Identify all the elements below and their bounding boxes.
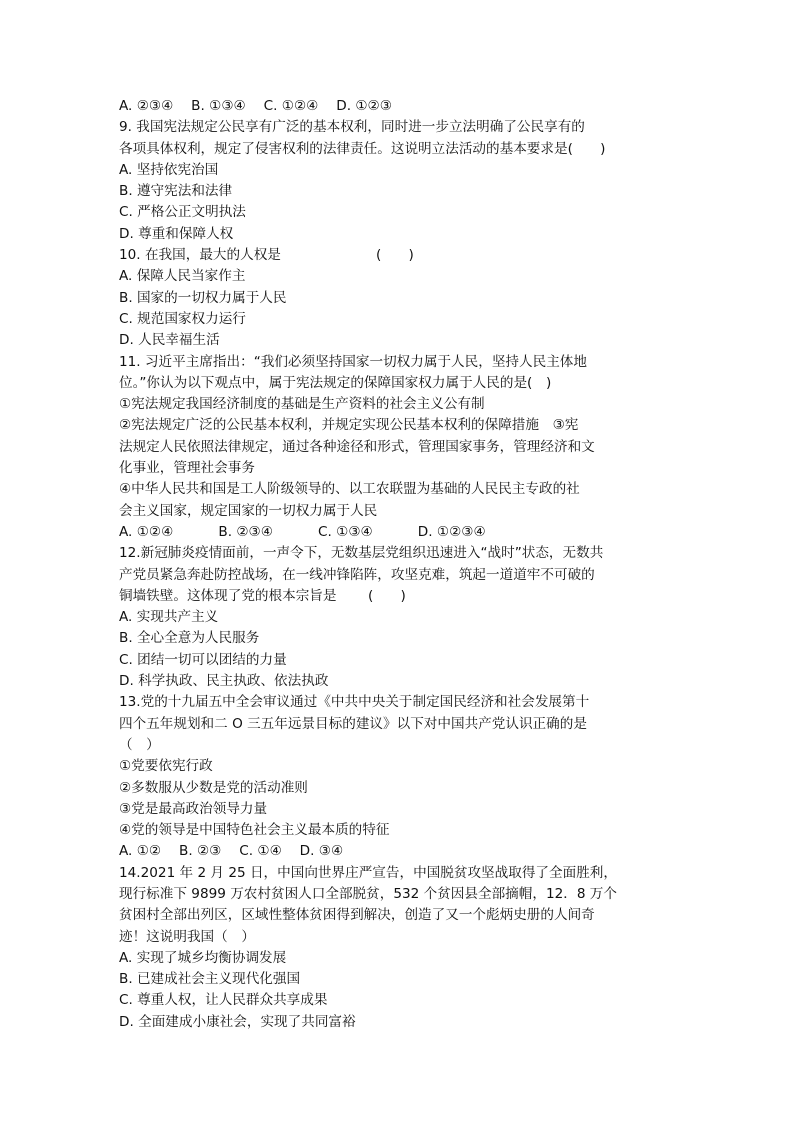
q10-option-b: B. 国家的一切权力属于人民 — [119, 289, 287, 306]
q13-stem-line-1: 13.党的十九届五中全会审议通过《中共中央关于制定国民经济和社会发展第十 — [119, 694, 590, 711]
q13-stem-line-2: 四个五年规划和二 O 三五年远景目标的建议》以下对中国共产党认识正确的是 — [119, 715, 587, 732]
q12-stem-line-2: 产党员紧急奔赴防控战场，在一线冲锋陷阵，攻坚克难，筑起一道道牢不可破的 — [119, 566, 595, 583]
q9-option-c: C. 严格公正文明执法 — [119, 204, 246, 221]
q11-options: A. ①②④ B. ②③④ C. ①③④ D. ①②③④ — [119, 523, 486, 540]
q8-options: A. ②③④ B. ①③④ C. ①②④ D. ①②③ — [119, 98, 392, 114]
q12-option-c: C. 团结一切可以团结的力量 — [119, 651, 287, 668]
q13-statement-3: ③党是最高政治领导力量 — [119, 800, 268, 817]
q9-option-d: D. 尊重和保障人权 — [119, 225, 234, 242]
q13-options: A. ①② B. ②③ C. ①④ D. ③④ — [119, 843, 344, 860]
q10-option-d: D. 人民幸福生活 — [119, 332, 220, 349]
q10-option-a: A. 保障人民当家作主 — [119, 268, 246, 285]
q12-option-a: A. 实现共产主义 — [119, 609, 219, 626]
q14-stem-line-1: 14.2021 年 2 月 25 日，中国向世界庄严宣告，中国脱贫攻坚战取得了全面胜利， — [119, 864, 617, 881]
q12-option-b: B. 全心全意为人民服务 — [119, 630, 260, 647]
q11-stem-line-2: 位。”你认为以下观点中，属于宪法规定的保障国家权力属于人民的是( ) — [119, 374, 552, 391]
q9-stem-line-1: 9. 我国宪法规定公民享有广泛的基本权利，同时进一步立法明确了公民享有的 — [119, 119, 585, 136]
q12-stem-line-1: 12.新冠肺炎疫情面前，一声令下，无数基层党组织迅速进入“战时”状态，无数共 — [119, 545, 604, 562]
q12-stem-line-3: 铜墙铁壁。这体现了党的根本宗旨是 ( ) — [119, 587, 406, 604]
q13-statement-1: ①党要依宪行政 — [119, 758, 213, 775]
q11-statement-2: ②宪法规定广泛的公民基本权利，并规定实现公民基本权利的保障措施 ③宪 — [119, 417, 579, 434]
q11-statement-1: ①宪法规定我国经济制度的基础是生产资料的社会主义公有制 — [119, 396, 485, 413]
q11-stem-line-1: 11. 习近平主席指出：“我们必须坚持国家一切权力属于人民，坚持人民主体地 — [119, 353, 587, 370]
q13-statement-4: ④党的领导是中国特色社会主义最本质的特征 — [119, 822, 390, 839]
q13-statement-2: ②多数服从少数是党的活动准则 — [119, 779, 308, 796]
q14-stem-line-2: 现行标准下 9899 万农村贫困人口全部脱贫，532 个贫因县全部摘帽，12．8 万个 — [119, 885, 617, 902]
q14-option-b: B. 已建成社会主义现代化强国 — [119, 971, 301, 988]
q9-option-a: A. 坚持依宪治国 — [119, 161, 219, 178]
q14-stem-line-3: 贫困村全部出列区，区域性整体贫困得到解决，创造了又一个彪炳史册的人间奇 — [119, 907, 595, 924]
q9-option-b: B. 遵守宪法和法律 — [119, 183, 233, 200]
q14-option-a: A. 实现了城乡均衡协调发展 — [119, 949, 287, 966]
exam-page — [119, 96, 679, 1033]
q10-stem: 10. 在我国，最大的人权是 ( ) — [119, 247, 414, 264]
q14-option-c: C. 尊重人权，让人民群众共享成果 — [119, 992, 328, 1009]
q11-statement-3-line-1: 法规定人民依照法律规定，通过各种途径和形式，管理国家事务，管理经济和文 — [119, 438, 595, 455]
q10-option-c: C. 规范国家权力运行 — [119, 310, 246, 327]
q11-statement-4-line-2: 会主义国家，规定国家的一切权力属于人民 — [119, 502, 378, 519]
q12-option-d: D. 科学执政、民主执政、依法执政 — [119, 673, 329, 690]
q13-answer-blank: （ ） — [119, 736, 160, 753]
q14-stem-line-4: 迹！这说明我国（ ） — [119, 928, 255, 945]
q11-statement-3-line-2: 化事业，管理社会事务 — [119, 460, 255, 477]
q11-statement-4-line-1: ④中华人民共和国是工人阶级领导的、以工农联盟为基础的人民民主专政的社 — [119, 481, 580, 498]
q14-option-d: D. 全面建成小康社会，实现了共同富裕 — [119, 1013, 356, 1030]
q9-stem-line-2: 各项具体权利，规定了侵害权利的法律责任。这说明立法活动的基本要求是( ) — [119, 140, 606, 157]
